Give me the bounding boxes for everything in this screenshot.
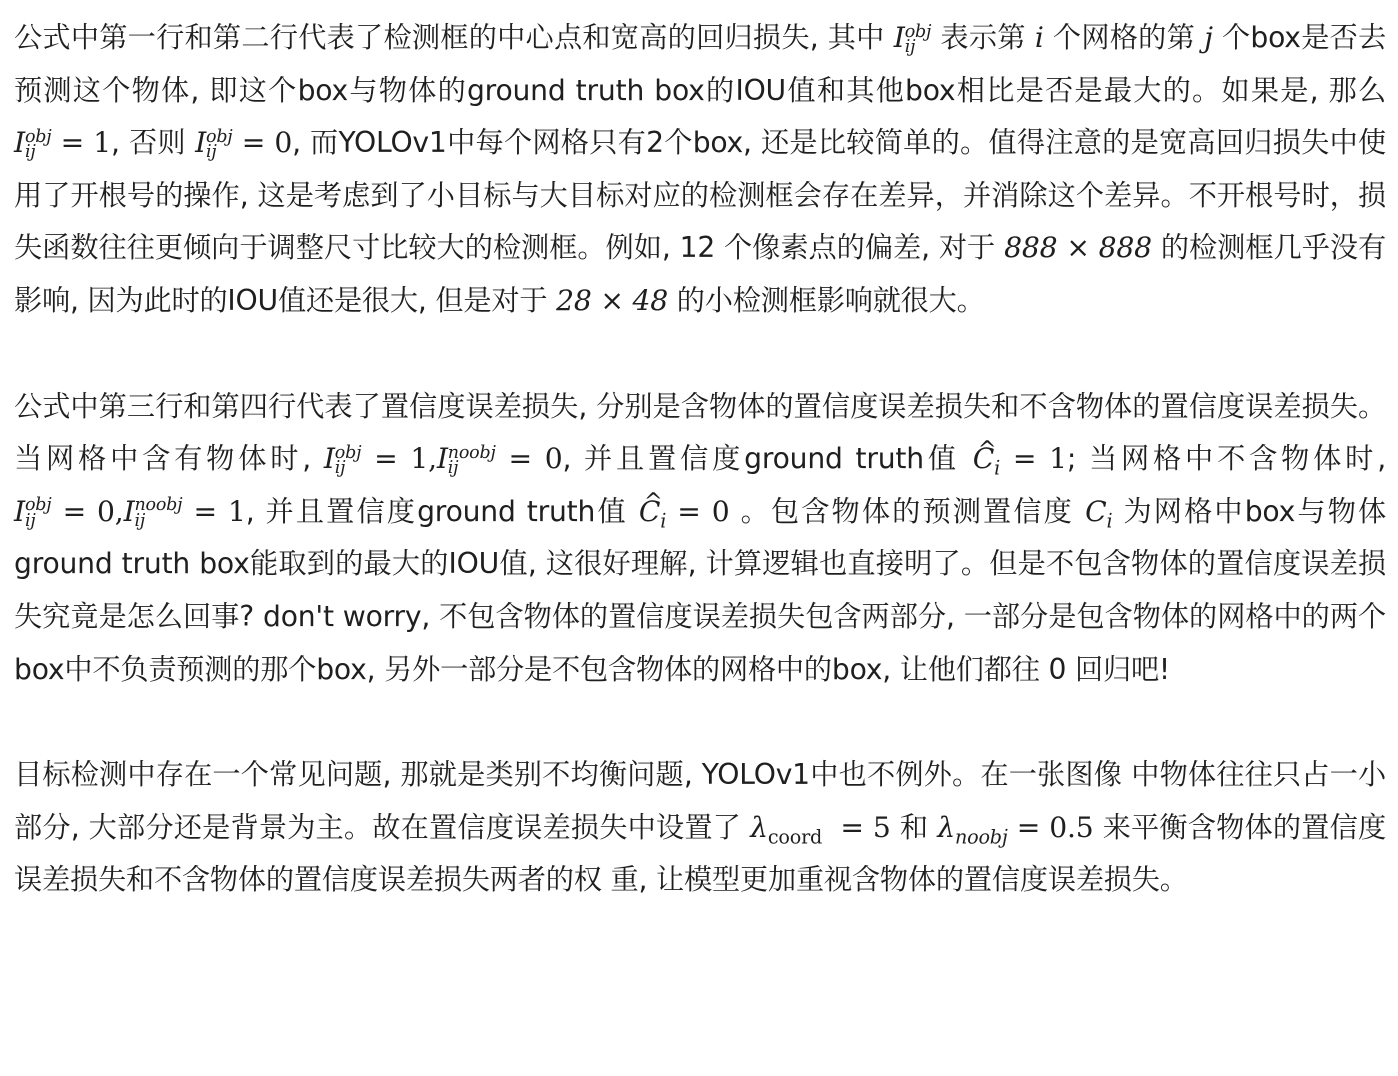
math-c-i: $C_i$ (1085, 494, 1113, 533)
math-var-j: j (1204, 21, 1213, 54)
paragraph-class-imbalance (14, 749, 1386, 907)
math-small-box-size: 28 × 48 (556, 283, 669, 317)
text-segment: , 而YOLOv1中每个网格只有2个box, 还是比较简单的。值得注意的是宽高回归损失中使用了开根号的操作, 这是考虑到了小目标与大目标对应的检测框会存在差异，并消除这个差异。不开根号时，损失函数往往更倾向于调整尺寸比较大的检测框。例如, 12 个像素点的偏差, 对于 (14, 126, 1386, 265)
math-big-box-size: 888 × 888 (1004, 231, 1152, 265)
math-c-hat-eq-1: ^ $C_i = 1$ (973, 442, 1067, 475)
math-lambda-noobj: $\lambda_{noobj} = 0.5$ (937, 810, 1094, 849)
text-segment: 的小检测框影响就很大。 (676, 283, 985, 317)
text-segment: 为网格中box与物体 ground truth box能取到的最大的IOU值, 这很好理解, 计算逻辑也直接明了。但是不包含物体的置信度误差损失究竟是怎么回事? don't worry, 不包含物体的置信度误差损失包含两部分, 一部分是包含物体的网格中的两个box中不负责预测的那个box, 另外一部分是不包含物体的网格中的box, 让他们都往 0 回归吧! (14, 494, 1387, 686)
math-obj-eq-0-noobj-eq-1: I obj ij = 0,I noobj ij = 1 (14, 494, 246, 531)
text-segment: 表示第 (940, 21, 1026, 54)
text-segment: 个box是否去预测这个物体, 即这个box与物体的ground truth box的IOU值和其他box相比是否是最大的。如果是, 那么 (14, 21, 1387, 107)
text-segment: ; 当网格中不含物体时, (1066, 442, 1386, 476)
document-body (14, 12, 1386, 907)
text-segment: 公式中第三行和第四行代表了置信度误差损失, 分别是含物体的置信度误差损失和不含物体的置信度误差损失。当网格中含有物体时, (14, 389, 1386, 476)
math-indicator-obj-eq-0: I obj ij = 0 (195, 126, 293, 163)
text-segment: 和 (899, 810, 929, 844)
text-segment: , 并且置信度ground truth值 (245, 494, 628, 528)
text-segment: 的检测框几乎没有影响, 因为此时的IOU值还是很大, 但是对于 (14, 231, 1387, 317)
paragraph-box-regression-loss (14, 12, 1386, 328)
math-indicator-obj-eq-1: I obj ij = 1 (14, 126, 112, 163)
text-segment: 来平衡含物体的置信度误差损失和不含物体的置信度误差损失两者的权 重, 让模型更加重视含物体的置信度误差损失。 (14, 810, 1386, 897)
text-segment: 公式中第一行和第二行代表了检测框的中心点和宽高的回归损失, 其中 (14, 21, 885, 54)
text-segment: 。包含物体的预测置信度 (740, 494, 1074, 528)
paragraph-gap (14, 328, 1386, 381)
math-var-i: i (1034, 21, 1044, 54)
text-segment: , 否则 (111, 126, 186, 160)
text-segment: 个网格的第 (1052, 21, 1196, 54)
paragraph-confidence-loss (14, 381, 1386, 697)
text-segment: 目标检测中存在一个常见问题, 那就是类别不均衡问题, YOLOv1中也不例外。在一张图像 中物体往往只占一小部分, 大部分还是背景为主。故在置信度误差损失中设置了 (14, 758, 1386, 844)
math-lambda-coord: $\lambda_{coord} = 5$ (750, 810, 891, 849)
text-segment: , 并且置信度ground truth值 (562, 442, 960, 476)
paragraph-gap (14, 696, 1386, 749)
math-c-hat-eq-0: ^ $C_i = 0$ (639, 495, 730, 528)
math-obj-eq-1-noobj-eq-0: I obj ij = 1,I noobj ij = 0 (323, 442, 563, 479)
math-indicator-obj: I obj ij (893, 21, 932, 58)
